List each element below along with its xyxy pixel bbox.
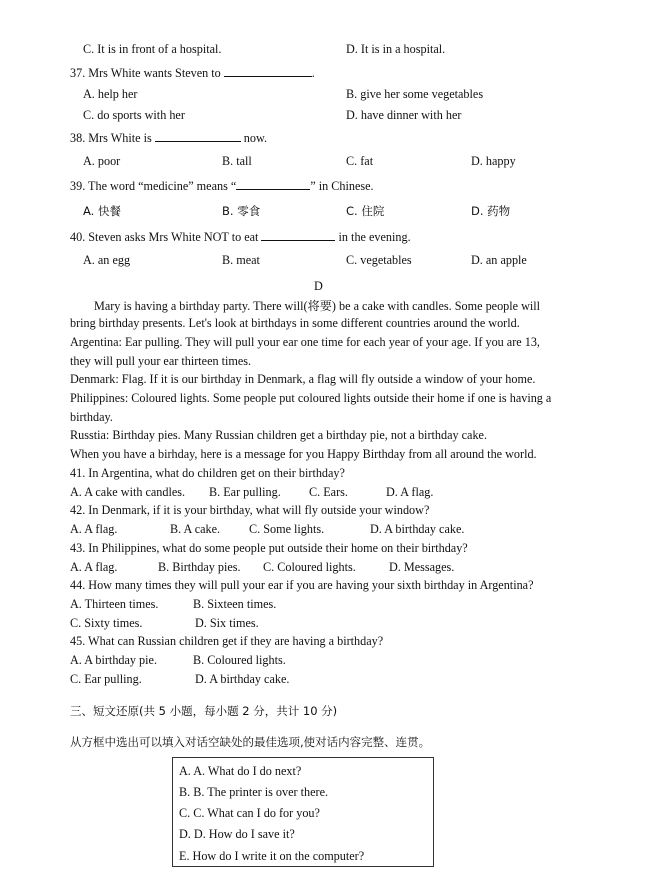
q45-stem: 45. What can Russian children get if they are having a birthday?: [70, 634, 384, 648]
passage-d-line: Denmark: Flag. If it is our birthday in Denmark, a flag will fly outside a window of your home.: [70, 372, 536, 386]
q37-answer-blank[interactable]: [224, 65, 312, 77]
q44-option-d: D. Six times.: [195, 616, 259, 630]
q43-option-b: B. Birthday pies.: [158, 560, 241, 574]
q38-option-c: C. fat: [346, 154, 374, 168]
passage-d-line: Mary is having a birthday party. There will(将要) be a cake with candles. Some people will: [94, 299, 541, 313]
q39-stem: [70, 178, 374, 194]
passage-d-line: birthday.: [70, 410, 113, 424]
options-box-item: A. A. What do I do next?: [179, 764, 302, 778]
q40-stem: [70, 229, 411, 245]
q41-option-d: D. A flag.: [386, 485, 434, 499]
options-box: [172, 757, 434, 867]
q37-option-b: B. give her some vegetables: [346, 87, 484, 101]
q38-stem: [70, 130, 267, 146]
options-box-item: C. C. What can I do for you?: [179, 806, 320, 820]
q43-option-c: C. Coloured lights.: [263, 560, 356, 574]
passage-d-line: Russtia: Birthday pies. Many Russian children get a birthday pie, not a birthday cake.: [70, 428, 487, 442]
q40-option-c: C. vegetables: [346, 253, 412, 267]
q44-option-a: A. Thirteen times.: [70, 597, 159, 611]
q41-option-c: C. Ears.: [309, 485, 348, 499]
q39-answer-blank[interactable]: [236, 178, 310, 190]
q43-option-d: D. Messages.: [389, 560, 455, 574]
passage-d-line: Philippines: Coloured lights. Some people put coloured lights outside their home if one is having a: [70, 391, 552, 405]
passage-d-line: bring birthday presents. Let's look at birthdays in some different countries around the world.: [70, 316, 520, 330]
q45-option-b: B. Coloured lights.: [193, 653, 286, 667]
passage-d-line: When you have a birhday, here is a message for you Happy Birthday from all around the world.: [70, 447, 537, 461]
q45-option-a: A. A birthday pie.: [70, 653, 157, 667]
q41-option-a: A. A cake with candles.: [70, 485, 186, 499]
q44-option-c: C. Sixty times.: [70, 616, 143, 630]
q39-option-a: A. 快餐: [83, 204, 121, 218]
q40-option-d: D. an apple: [471, 253, 527, 267]
q37-option-c: C. do sports with her: [83, 108, 185, 122]
q43-option-a: A. A flag.: [70, 560, 118, 574]
q39-stem-text: 39. The word “medicine” means “: [70, 179, 237, 193]
q40-answer-blank[interactable]: [261, 229, 335, 241]
q37-stem-text: 37. Mrs White wants Steven to: [70, 66, 221, 80]
q42-option-b: B. A cake.: [170, 522, 221, 536]
q37-stem-end: .: [311, 66, 315, 80]
q38-answer-blank[interactable]: [155, 130, 241, 142]
q41-option-b: B. Ear pulling.: [209, 485, 281, 499]
q45-option-d: D. A birthday cake.: [195, 672, 290, 686]
passage-d-line: Argentina: Ear pulling. They will pull your ear one time for each year of your age. If you are 13,: [70, 335, 540, 349]
q40-option-b: B. meat: [222, 253, 260, 267]
q39-option-b: B. 零食: [222, 204, 261, 218]
q38-option-a: A. poor: [83, 154, 121, 168]
q42-option-c: C. Some lights.: [249, 522, 325, 536]
q43-stem: 43. In Philippines, what do some people put outside their home on their birthday?: [70, 541, 468, 555]
options-box-item: D. D. How do I save it?: [179, 827, 295, 841]
q40-stem-text: 40. Steven asks Mrs White NOT to eat: [70, 230, 259, 244]
q42-stem: 42. In Denmark, if it is your birthday, what will fly outside your window?: [70, 503, 430, 517]
q38-option-d: D. happy: [471, 154, 516, 168]
q40-option-a: A. an egg: [83, 253, 131, 267]
q40-stem-end: in the evening.: [338, 230, 411, 244]
q44-option-b: B. Sixteen times.: [193, 597, 277, 611]
q39-option-d: D. 药物: [471, 204, 511, 218]
section-3-instruction: 从方框中选出可以填入对话空缺处的最佳选项,使对话内容完整、连贯。: [70, 735, 431, 749]
options-box-item: B. B. The printer is over there.: [179, 785, 329, 799]
q44-stem: 44. How many times they will pull your ear if you are having your sixth birthday in Argentina?: [70, 578, 534, 592]
q37-stem: [70, 65, 315, 81]
section-3-title: 三、短文还原(共 5 小题，每小题 2 分，共计 10 分): [70, 704, 338, 718]
q39-option-c: C. 住院: [346, 204, 385, 218]
q45-option-c: C. Ear pulling.: [70, 672, 142, 686]
q38-stem-end: now.: [243, 131, 268, 145]
options-box-item: E. How do I write it on the computer?: [179, 849, 365, 863]
q42-option-a: A. A flag.: [70, 522, 118, 536]
q38-option-b: B. tall: [222, 154, 252, 168]
q36-option-d: D. It is in a hospital.: [346, 42, 446, 56]
q38-stem-text: 38. Mrs White is: [70, 131, 152, 145]
passage-d-heading: D: [314, 279, 323, 293]
passage-d-line: they will pull your ear thirteen times.: [70, 354, 252, 368]
q36-option-c: C. It is in front of a hospital.: [83, 42, 222, 56]
q37-option-d: D. have dinner with her: [346, 108, 462, 122]
q42-option-d: D. A birthday cake.: [370, 522, 465, 536]
q41-stem: 41. In Argentina, what do children get on their birthday?: [70, 466, 345, 480]
q37-option-a: A. help her: [83, 87, 138, 101]
q39-stem-end: ” in Chinese.: [310, 179, 374, 193]
